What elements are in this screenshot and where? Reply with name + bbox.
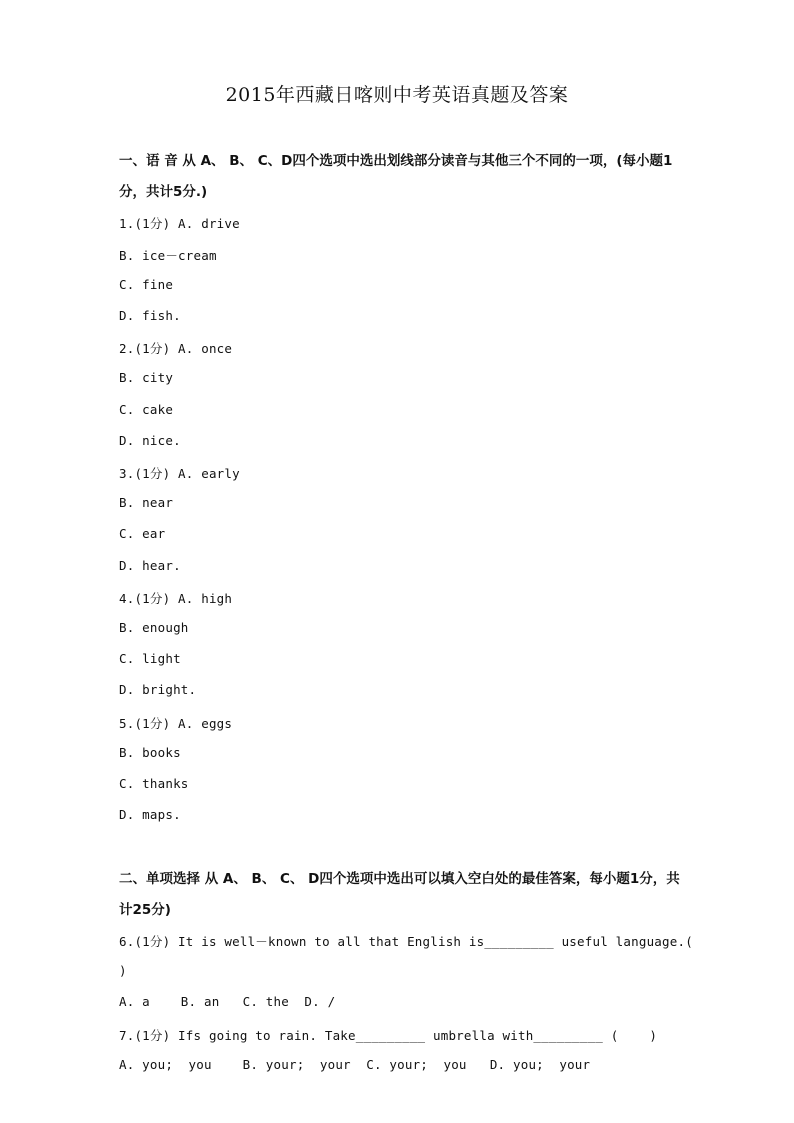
option-line: B. books	[119, 745, 181, 760]
option-line: D. nice.	[119, 433, 181, 448]
question-line: 3.(1分) A. early	[119, 466, 240, 481]
option-line: A. a B. an C. the D. /	[119, 994, 336, 1009]
option-line: C. ear	[119, 526, 166, 541]
section-2-heading: 二、单项选择 从 A、 B、 C、 D四个选项中选出可以填入空白处的最佳答案，每小题1分，共计25分)	[119, 871, 680, 918]
question-line: 1.(1分) A. drive	[119, 216, 240, 231]
question-line: 7.(1分) Ifs going to rain. Take_________ umbrella with_________ ( )	[119, 1028, 658, 1043]
option-line: B. city	[119, 370, 174, 385]
question-line: )	[119, 963, 127, 978]
option-line: B. ice－cream	[119, 248, 217, 263]
question-line: 5.(1分) A. eggs	[119, 716, 233, 731]
option-line: B. enough	[119, 620, 189, 635]
option-line: C. cake	[119, 402, 174, 417]
question-line: 4.(1分) A. high	[119, 591, 233, 606]
option-line: D. bright.	[119, 682, 197, 697]
option-line: D. maps.	[119, 807, 181, 822]
option-line: D. fish.	[119, 308, 181, 323]
section-1-heading: 一、语 音 从 A、 B、 C、D四个选项中选出划线部分读音与其他三个不同的一项，(每小题1分，共计5分.)	[119, 153, 673, 200]
question-line: 2.(1分) A. once	[119, 341, 233, 356]
option-line: D. hear.	[119, 558, 181, 573]
option-line: B. near	[119, 495, 174, 510]
option-line: C. thanks	[119, 776, 189, 791]
page-title: 2015年西藏日喀则中考英语真题及答案	[225, 84, 569, 106]
option-line: C. fine	[119, 277, 174, 292]
option-line: A. you; you B. your; your C. your; you D. you; your	[119, 1057, 591, 1072]
option-line: C. light	[119, 651, 181, 666]
question-line: 6.(1分) It is well－known to all that English is_________ useful language.(	[119, 934, 693, 949]
